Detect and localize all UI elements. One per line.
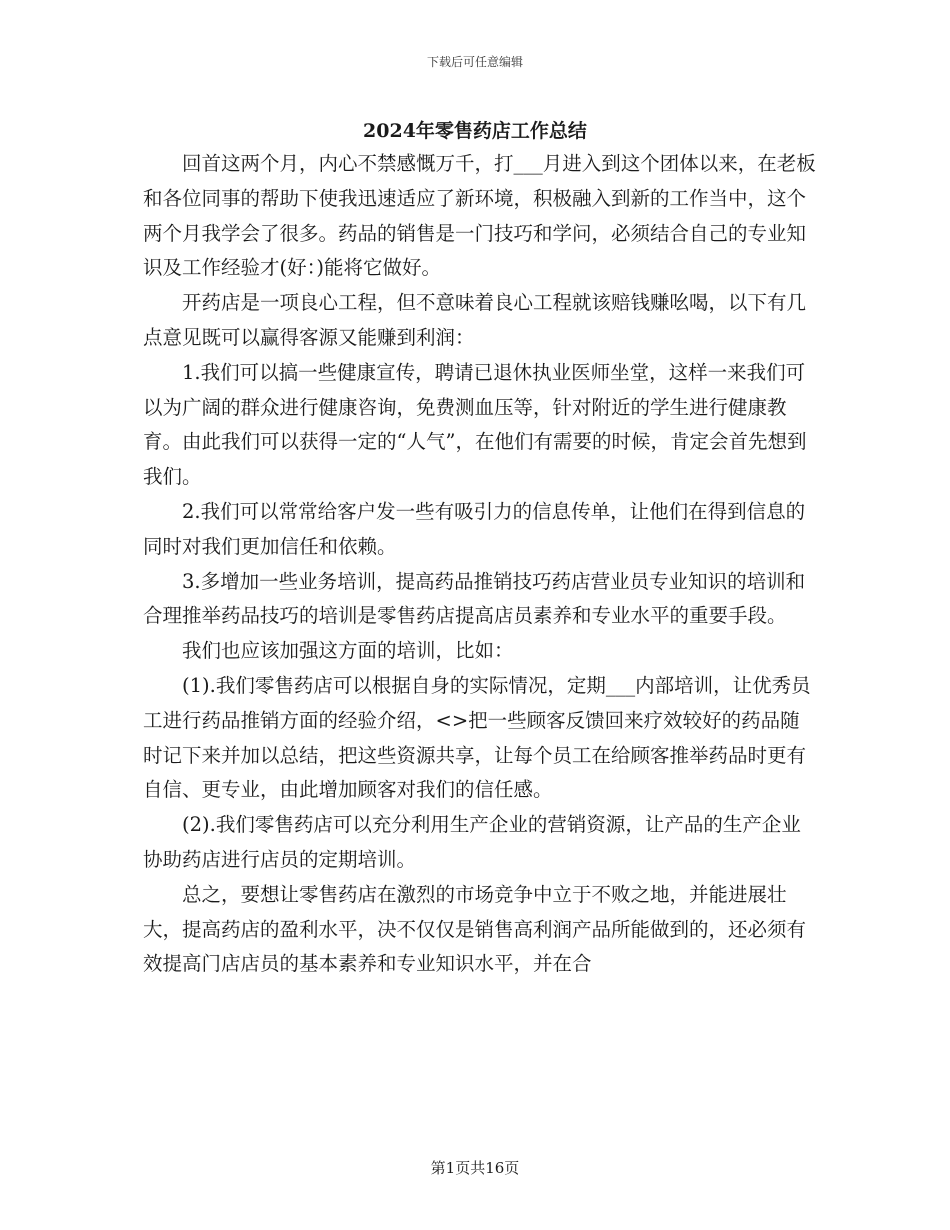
paragraph-training-1: (1).我们零售药店可以根据自身的实际情况，定期___内部培训，让优秀员工进行药品推销方面的经验介绍，<>把一些顾客反馈回来疗效较好的药品随时记下来并加以总结，把这些资源共享，让每个员工在给顾客推举药品时更有自信、更专业，由此增加顾客对我们的信任感。 <box>143 673 811 802</box>
paragraph-point-1: 1.我们可以搞一些健康宣传，聘请已退休执业医师坐堂，这样一来我们可以为广阔的群众进行健康咨询，免费测血压等，针对附近的学生进行健康教育。由此我们可以获得一定的“人气”，在他们有需要的时候，肯定会首先想到我们。 <box>143 360 807 489</box>
paragraph-intro: 回首这两个月，内心不禁感慨万千，打___月进入到这个团体以来，在老板和各位同事的帮助下使我迅速适应了新环境，积极融入到新的工作当中，这个两个月我学会了很多。药品的销售是一门技巧和学问，必须结合自己的专业知识及工作经验才(好：)能将它做好。 <box>143 152 816 280</box>
paragraph-conclusion: 总之，要想让零售药店在激烈的市场竞争中立于不败之地，并能进展壮大，提高药店的盈利水平，决不仅仅是销售高利润产品所能做到的，还必须有效提高门店店员的基本素养和专业知识水平，并在合 <box>143 882 807 976</box>
document-body <box>143 147 819 982</box>
paragraph-point-2: 2.我们可以常常给客户发一些有吸引力的信息传单，让他们在得到信息的同时对我们更加信任和依赖。 <box>143 499 806 558</box>
document-title: 2024年零售药店工作总结 <box>363 120 587 142</box>
paragraph-conscience-project: 开药店是一项良心工程，但不意味着良心工程就该赔钱赚吆喝，以下有几点意见既可以赢得客源又能赚到利润： <box>143 291 807 349</box>
paragraph-training-intro: 我们也应该加强这方面的培训，比如： <box>182 639 514 663</box>
page-number-footer: 第1页共16页 <box>430 1159 520 1177</box>
page-header-note: 下载后可任意编辑 <box>426 55 523 69</box>
paragraph-training-2: (2).我们零售药店可以充分利用生产企业的营销资源，让产品的生产企业协助药店进行店员的定期培训。 <box>143 813 801 871</box>
paragraph-point-3: 3.多增加一些业务培训，提高药品推销技巧药店营业员专业知识的培训和合理推举药品技巧的培训是零售药店提高店员素养和专业水平的重要手段。 <box>143 569 806 628</box>
